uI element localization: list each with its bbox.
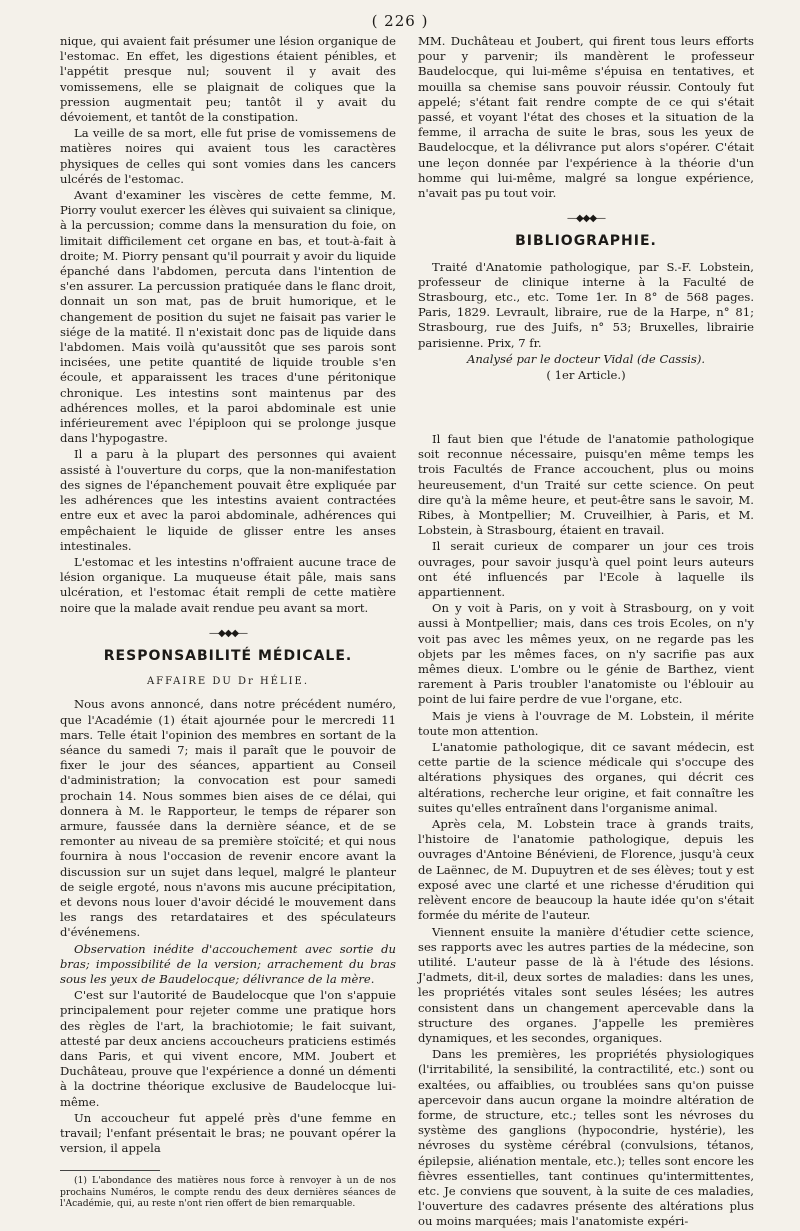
paragraph: Viennent ensuite la manière d'étudier cette science, ses rapports avec les autres parties de la médecine, son utilité. L'auteur passe de là à l'étude des lésions. J'admets, dit-il, deux sortes de maladies: dans les unes, les propriétés vitales sont seules lésées; les autres consistent dans un changement apercevable dans la structure des organes. J'appelle les premières dynamiques, et les secondes, organiques. — [418, 924, 754, 1045]
analyzed-by-line: Analysé par le docteur Vidal (de Cassis). — [466, 351, 706, 366]
section-subtitle: AFFAIRE DU Dr HÉLIE. — [146, 676, 310, 688]
right-column-top — [418, 34, 754, 384]
paragraph: MM. Duchâteau et Joubert, qui firent tous leurs efforts pour y parvenir; ils mandèrent le professeur Baudelocque, qui lui-même s'épuisa en tentatives, et mouilla sa chemise sans pouvoir réussir. Contouly fut appelé; s'étant fait rendre compte de ce qui s'était passé, et voyant l'état des choses et la situation de la femme, il arracha de suite le bras, sous les yeux de Baudelocque, et la délivrance put alors s'opérer. C'était une leçon donnée par l'expérience à la théorie d'un homme qui lui-même, malgré sa longue expérience, n'avait pas pu tout voir. — [418, 34, 754, 201]
paragraph: Mais je viens à l'ouvrage de M. Lobstein, il mérite toute mon attention. — [418, 708, 754, 738]
section-title-bibliographie: BIBLIOGRAPHIE. — [515, 233, 657, 250]
paragraph: Après cela, M. Lobstein trace à grands traits, l'histoire de l'anatomie pathologique, depuis les ouvrages d'Antoine Bénévieni, de Florence, jusqu'à ceux de Laënnec, de M. Dupuytren et de ses élèves; tout y est exposé avec une clarté et une richesse d'érudition qui relèvent encore de beaucoup la haute idée qu'on s'était formée du mérite de l'auteur. — [418, 817, 754, 923]
bibliography-entry: Traité d'Anatomie pathologique, par S.-F. Lobstein, professeur de clinique interne à la Faculté de Strasbourg, etc., etc. Tome 1er. In 8° de 568 pages. Paris, 1829. Levrault, libraire, rue de la Harpe, n° 81; Strasbourg, rue des Juifs, n° 53; Bruxelles, librairie parisienne. Prix, 7 fr. — [418, 259, 754, 350]
paragraph: Un accoucheur fut appelé près d'une femme en travail; l'enfant présentait le bras; ne pouvant opérer la version, il appela — [60, 1110, 396, 1156]
paragraph: L'estomac et les intestins n'offraient aucune trace de lésion organique. La muqueuse était pâle, mais sans ulcération, et l'estomac était rempli de cette matière noire que la malade avait rendue peu avant sa mort. — [60, 554, 396, 615]
section-title-responsabilite: RESPONSABILITÉ MÉDICALE. — [103, 647, 353, 664]
page-number: ( 226 ) — [371, 12, 429, 30]
paragraph: Nous avons annoncé, dans notre précédent numéro, que l'Académie (1) était ajournée pour le mercredi 11 mars. Telle était l'opinion des membres en sortant de la séance du samedi 7; mais il paraît que le pouvoir de fixer le jour des séances, appartient au Conseil d'administration; la convocation est pour samedi prochain 14. Nous sommes bien aises de ce délai, qui donnera à M. le Rapporteur, le temps de réparer son armure, faussée dans la dernière séance, et de se remonter au niveau de sa première stoïcité; et qui nous fournira à nous l'occasion de revenir encore avant la discussion sur un sujet dans lequel, malgré le planteur de seigle ergoté, nous n'avons mis aucune précipitation, et devons nous louer d'avoir décidé le mouvement dans les rangs des retardataires et des spéculateurs d'événemens. — [60, 697, 396, 940]
paragraph: Il a paru à la plupart des personnes qui avaient assisté à l'ouverture du corps, que la non-manifestation des signes de l'épanchement pouvait être expliquée par les adhérences que les intestins avaient contractées entre eux et avec la paroi abdominale, adhérences qui empêchaient le liquide de glisser entre les anses intestinales. — [60, 447, 396, 553]
right-column-body — [418, 432, 754, 1231]
paragraph: Dans les premières, les propriétés physiologiques (l'irritabilité, la sensibilité, la contractilité, etc.) sont ou exaltées, ou affaiblies, ou troublées sans qu'on puisse apercevoir dans aucun organe la moindre altération de forme, de structure, etc.; telles sont les névroses du système des ganglions (hypocondrie, hystérie), les névroses du système cérébral (convulsions, tétanos, épilepsie, aliénation mentale, etc.); telles sont encore les fièvres essentielles, tant continues qu'intermittentes, etc. Je conviens que souvent, à la suite de ces maladies, l'ouverture des cadavres présente des altérations plus ou moins marquées; mais l'anatomiste expéri- — [418, 1047, 754, 1229]
paragraph: L'anatomie pathologique, dit ce savant médecin, est cette partie de la science médicale qui s'occupe des altérations physiques des organes, qui décrit ces altérations, recherche leur origine, et fait connaître les suites qu'elles entraînent dans l'organisme animal. — [418, 740, 754, 815]
section-divider-ornament: —◆◆◆— — [208, 627, 248, 639]
left-column — [60, 34, 396, 1211]
footnote-rule — [60, 1170, 160, 1171]
paragraph: Il faut bien que l'étude de l'anatomie pathologique soit reconnue nécessaire, puisqu'en même temps les trois Facultés de France accouchent, plus ou moins heureusement, d'un Traité sur cette science. On peut dire qu'à la même heure, et peut-être sans le savoir, M. Ribes, à Montpellier; M. Cruveilhier, à Paris, et M. Lobstein, à Strasbourg, étaient en travail. — [418, 432, 754, 538]
section-divider-ornament: —◆◆◆— — [566, 213, 606, 225]
paragraph: C'est sur l'autorité de Baudelocque que l'on s'appuie principalement pour rejeter comme une pratique hors des règles de l'art, la brachiotomie; le fait suivant, attesté par deux anciens accoucheurs praticiens estimés dans Paris, et qui vivent encore, MM. Joubert et Duchâteau, prouve que l'expérience a donné un démenti à la doctrine théorique exclusive de Baudelocque lui-même. — [60, 988, 396, 1109]
paragraph: Il serait curieux de comparer un jour ces trois ouvrages, pour savoir jusqu'à quel point leurs auteurs ont été influencés par l'Ecole à laquelle ils appartiennent. — [418, 539, 754, 600]
observation-heading: Observation inédite d'accouchement avec sortie du bras; impossibilité de la version; arrachement du bras sous les yeux de Baudelocque; délivrance de la mère. — [60, 941, 396, 986]
paragraph: Avant d'examiner les viscères de cette femme, M. Piorry voulut exercer les élèves qui suivaient sa clinique, à la percussion; comme dans la mensuration du foie, on limitait difficilement cet organe en bas, et tout-à-fait à droite; M. Piorry pensant qu'il pourrait y avoir du liquide épanché dans l'abdomen, percuta dans l'intention de s'en assurer. La percussion pratiquée dans le flanc droit, donnait un son mat, pas de bruit humorique, et le changement de position du sujet ne faisait pas varier le siége de la matité. Il n'existait donc pas de liquide dans l'abdomen. Mais voilà qu'aussitôt que ses parois sont incisées, une petite quantité de liquide trouble s'en écoule, et apparaissent les traces d'une péritonique chronique. Les intestins sont maintenus par des adhérences molles, et la paroi abdominale est unie inférieurement avec l'épiploon qui se prolonge jusque dans l'hypogastre. — [60, 188, 396, 446]
article-label: ( 1er Article.) — [546, 368, 626, 383]
paragraph: On y voit à Paris, on y voit à Strasbourg, on y voit aussi à Montpellier; mais, dans ces trois Ecoles, on n'y voit pas avec les mêmes yeux, on ne regarde pas les objets par les mêmes faces, on n'y sacrifie pas aux mêmes dieux. L'ombre ou le génie de Barthez, vient rarement à Paris troubler l'anatomiste ou l'éblouir au point de lui faire perdre de vue l'organe, etc. — [418, 601, 754, 707]
footnote: (1) L'abondance des matières nous force à renvoyer à un de nos prochains Numéros, le compte rendu des deux dernières séances de l'Académie, qui, au reste n'ont rien offert de bien remarquable. — [60, 1175, 396, 1210]
paragraph: La veille de sa mort, elle fut prise de vomissemens de matières noires qui avaient tous les caractères physiques de celles qui sont vomies dans les cancers ulcérés de l'estomac. — [60, 126, 396, 186]
paragraph: nique, qui avaient fait présumer une lésion organique de l'estomac. En effet, les digestions étaient pénibles, et l'appétit presque nul; souvent il y avait des vomissemens, elle se plaignait de coliques que la pression augmentait peu; tantôt il y avait du dévoiement, et tantôt de la constipation. — [60, 34, 396, 125]
